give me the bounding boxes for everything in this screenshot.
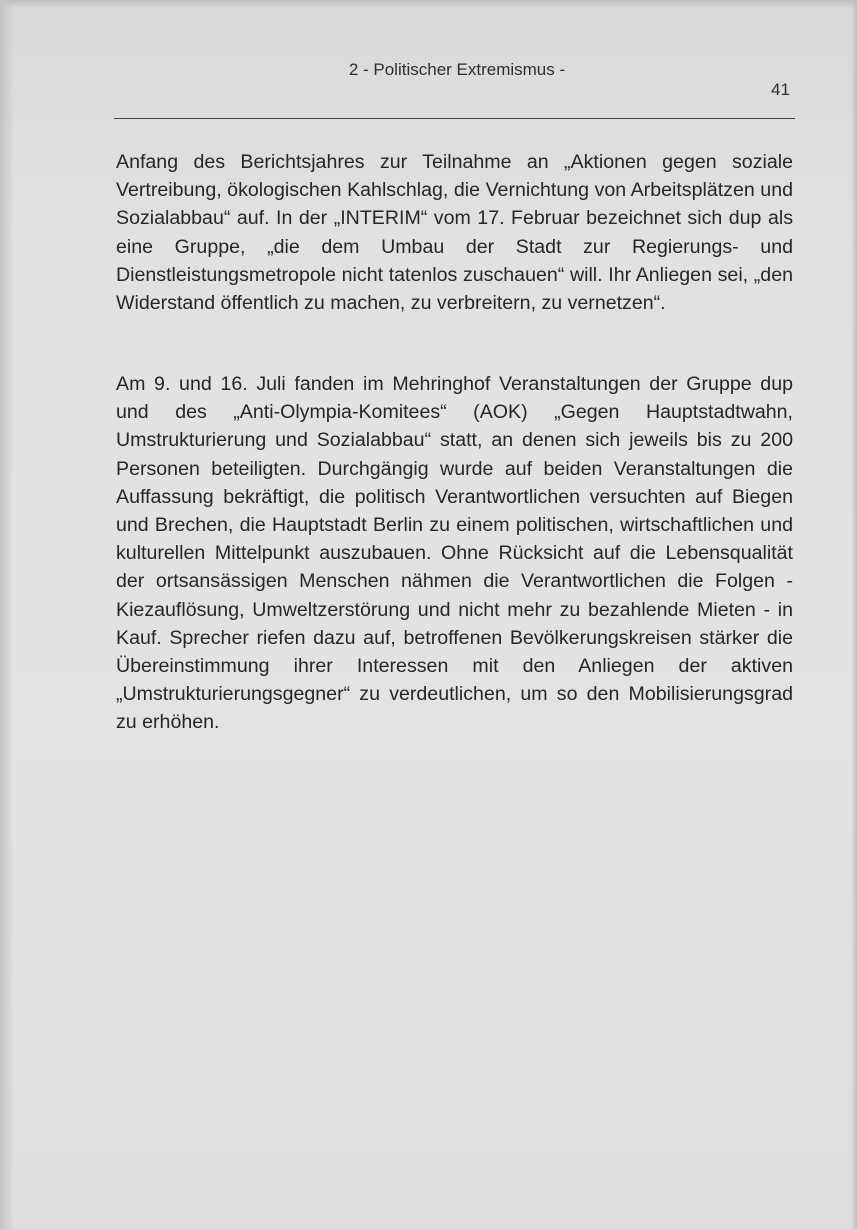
page-top-shadow bbox=[0, 0, 857, 8]
body-paragraph-1: Anfang des Berichtsjahres zur Teilnahme an „Aktionen gegen soziale Vertreibung, ökologischen Kahlschlag, die Vernichtung von Arbeitsplätzen und Sozialabbau“ auf. In der „INTERIM“ vom 17. Februar bezeichnet sich dup als eine Gruppe, „die dem Umbau der Stadt zur Regierungs- und Dienstleistungsmetropole nicht tatenlos zuschauen“ will. Ihr Anliegen sei, „den Widerstand öffentlich zu machen, zu verbreitern, zu vernetzen“. bbox=[116, 151, 793, 315]
page-number: 41 bbox=[771, 80, 790, 99]
page-right-shadow bbox=[851, 0, 857, 1229]
body-paragraph-2: Am 9. und 16. Juli fanden im Mehringhof Veranstaltungen der Gruppe dup und des „Anti-Olympia-Komitees“ (AOK) „Gegen Hauptstadtwahn, Umstrukturierung und Sozialabbau“ statt, an denen sich jeweils bis zu 200 Personen beteiligten. Durchgängig wurde auf beiden Veranstaltungen die Auffassung bekräftigt, die politisch Verantwortlichen versuchten auf Biegen und Brechen, die Hauptstadt Berlin zu einem politischen, wirtschaftlichen und kulturellen Mittelpunkt auszubauen. Ohne Rücksicht auf die Lebensqualität der ortsansässigen Menschen nähmen die Verantwortlichen die Folgen - Kiezauflösung, Umweltzerstörung und nicht mehr zu bezahlende Mieten - in Kauf. Sprecher riefen dazu auf, betroffenen Bevölkerungskreisen stärker die Übereinstimmung ihrer Interessen mit den Anliegen der aktiven „Umstrukturierungsgegner“ zu verdeutlichen, um so den Mobilisierungsgrad zu erhöhen. bbox=[116, 373, 793, 734]
running-head: 2 - Politischer Extremismus - bbox=[348, 60, 566, 79]
header-rule bbox=[114, 118, 795, 119]
page-left-shadow bbox=[0, 0, 14, 1229]
